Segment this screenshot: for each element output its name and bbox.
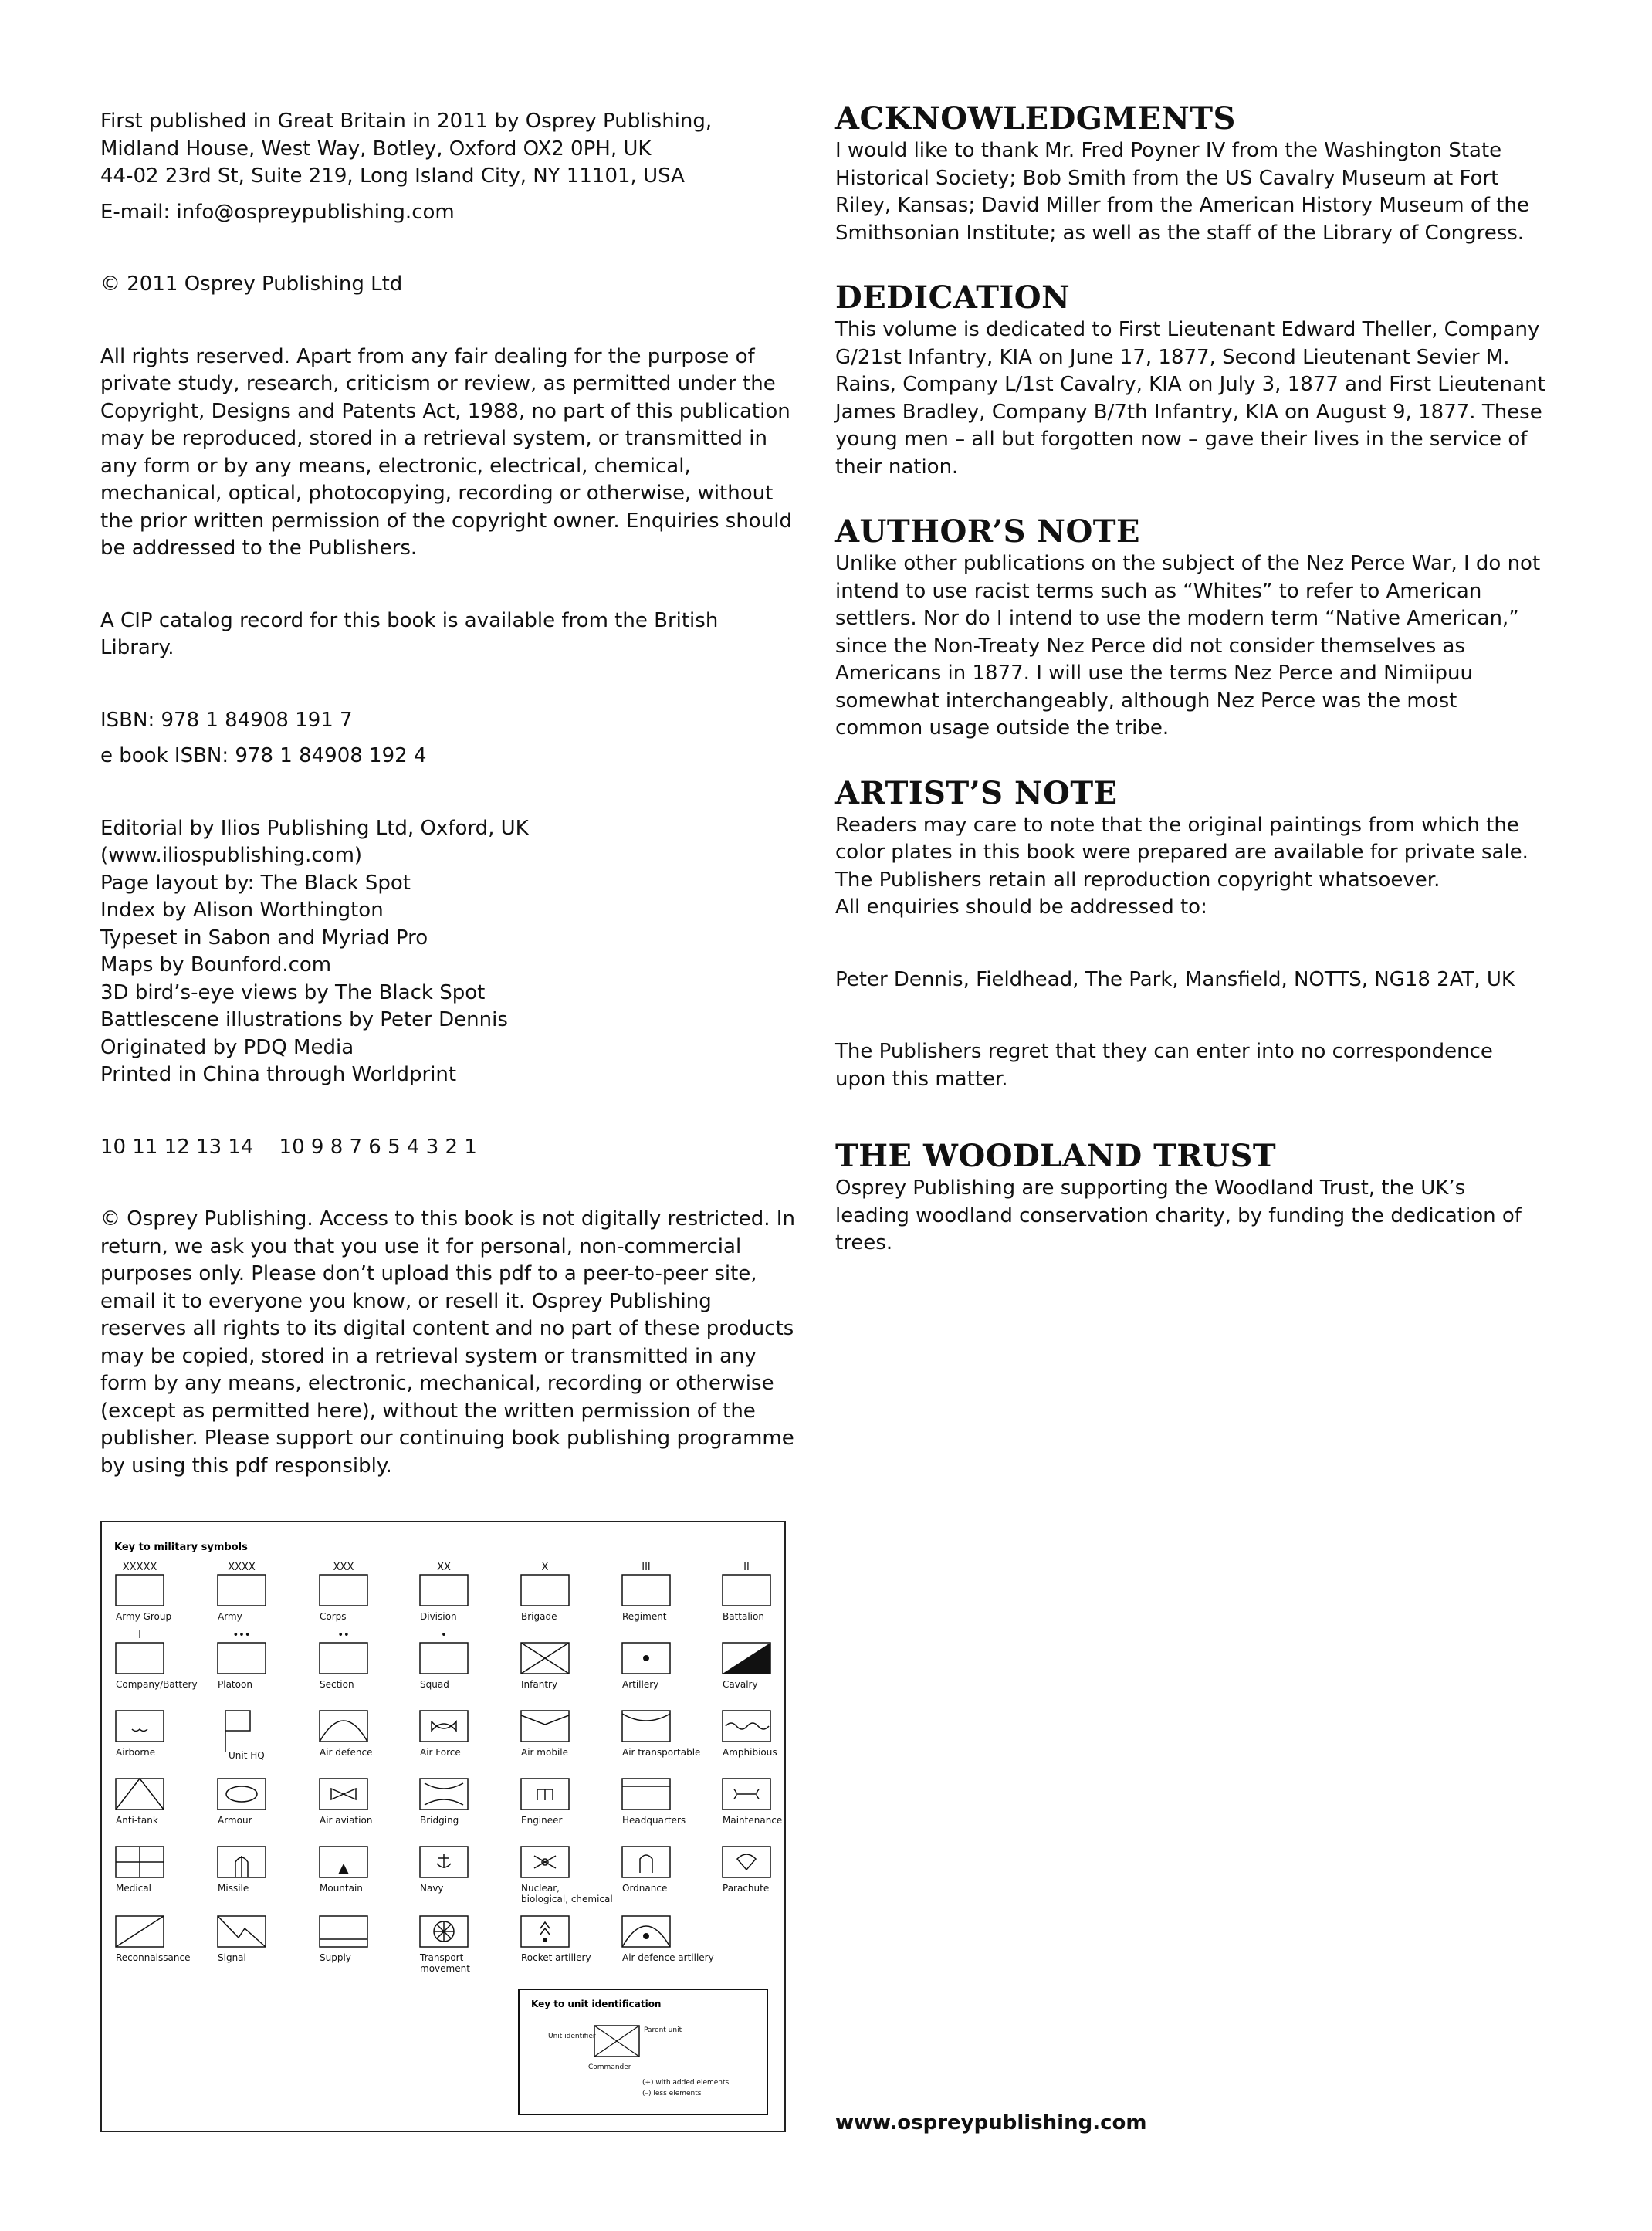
military-symbol-infantry xyxy=(521,1643,569,1690)
military-symbol-mountain xyxy=(320,1847,367,1894)
woodland-trust-heading: THE WOODLAND TRUST xyxy=(835,1138,1277,1174)
military-symbol-airtransportable xyxy=(622,1711,700,1758)
ebook-isbn: e book ISBN: 978 1 84908 192 4 xyxy=(100,744,427,767)
unit-identifier-label: Unit identifier xyxy=(548,2033,596,2040)
rights-notice: All rights reserved. Apart from any fair dealing for the purpose of private study, research, criticism or review, as permitted under the Copyright, Designs and Patents Act, 1988, no part of this publication may be reproduced, stored in a retrieval system, or transmitted in any form or by any means, electronic, electrical, chemical, mechanical, optical, photocopying, recording or otherwise, without the prior written permission of the copyright owner. Enquiries should be addressed to the Publishers. xyxy=(100,344,792,560)
symbol-label: Company/Battery xyxy=(116,1679,198,1690)
dedication-heading: DEDICATION xyxy=(835,279,1071,316)
military-symbol-engineer xyxy=(521,1779,569,1826)
symbol-label: Artillery xyxy=(622,1679,659,1690)
echelon-mark: III xyxy=(642,1562,651,1573)
symbol-label: Signal xyxy=(218,1952,246,1963)
echelon-mark: X xyxy=(541,1562,549,1573)
symbol-label: Engineer xyxy=(521,1815,563,1826)
military-symbol-aviation xyxy=(320,1779,372,1826)
military-symbol-box xyxy=(116,1562,171,1622)
dedication-body: This volume is dedicated to First Lieutenant Edward Theller, Company G/21st Infantry, KIA on June 17, 1877, Second Lieutenant Sevier M. Rains, Company L/1st Cavalry, KIA on July 3, 1877 and First Lieutenant James Bradley, Company B/7th Infantry, KIA on August 9, 1877. These young men – all but forgotten now – gave their lives in the service of their nation. xyxy=(835,318,1545,479)
symbol-label: Division xyxy=(420,1611,457,1622)
symbol-label: Mountain xyxy=(320,1883,363,1894)
artists-note-enquiries: All enquiries should be addressed to: xyxy=(835,895,1207,919)
military-symbol-rocket xyxy=(521,1916,591,1963)
symbol-label: Brigade xyxy=(521,1611,557,1622)
military-symbol-key xyxy=(100,1521,786,2132)
military-symbol-unithq xyxy=(225,1711,265,1761)
symbol-label: Air aviation xyxy=(320,1815,373,1826)
symbol-label: Army Group xyxy=(116,1611,172,1622)
publisher-address xyxy=(100,108,795,191)
publisher-regret: The Publishers regret that they can enter into no correspondence upon this matter. xyxy=(835,1040,1493,1091)
symbol-label: Maintenance xyxy=(723,1815,783,1826)
military-symbol-box xyxy=(420,1630,468,1690)
acknowledgments-section xyxy=(835,100,1545,247)
symbol-label: Air Force xyxy=(420,1747,461,1758)
authors-note-body: Unlike other publications on the subject of the Nez Perce War, I do not intend to use racist terms such as “Whites” to refer to American settlers. Nor do I intend to use the modern term “Native American,” since the Non-Treaty Nez Perce did not consider themselves as Americans in 1877. I will use the terms Nez Perce and Nimiipuu somewhat interchangeably, although Nez Perce was the most common usage outside the tribe. xyxy=(835,552,1541,740)
military-symbol-box xyxy=(116,1630,198,1690)
artists-note-body: Readers may care to note that the original paintings from which the color plates in this book were prepared are available for private sale. The Publishers retain all reproduction copyright whatsoever. xyxy=(835,813,1528,892)
isbn: ISBN: 978 1 84908 191 7 xyxy=(100,708,353,732)
symbol-label: Medical xyxy=(116,1883,151,1894)
military-symbol-box xyxy=(521,1562,569,1622)
symbol-label: Rocket artillery xyxy=(521,1952,591,1963)
symbol-label: Platoon xyxy=(218,1679,252,1690)
symbol-key-graphic xyxy=(102,1522,787,2134)
credit-line: Typeset in Sabon and Myriad Pro xyxy=(100,926,428,950)
symbol-label: Corps xyxy=(320,1611,347,1622)
digital-notice: © Osprey Publishing. Access to this book is not digitally restricted. In return, we ask you that you use it for personal, non-commercial purposes only. Please don’t upload this pdf to a peer-to-peer site, email it to everyone you know, or resell it. Osprey Publishing reserves all rights to its digital content and no part of these products may be copied, stored in a retrieval system or transmitted in any form by any means, electronic, mechanical, recording or otherwise (except as permitted here), without the written permission of the publisher. Please support our continuing book publishing programme by using this pdf responsibly. xyxy=(100,1207,795,1478)
printing-line: 10 11 12 13 14 10 9 8 7 6 5 4 3 2 1 xyxy=(100,1135,477,1159)
authors-note-section xyxy=(835,513,1545,743)
added-elements-note: (+) with added elements xyxy=(642,2079,730,2087)
acknowledgments-heading: ACKNOWLEDGMENTS xyxy=(835,100,1236,137)
military-symbol-antitank xyxy=(116,1779,164,1826)
artists-note-section xyxy=(835,775,1545,1094)
symbol-label: Squad xyxy=(420,1679,449,1690)
symbol-label: Air transportable xyxy=(622,1747,701,1758)
credit-line: 3D bird’s-eye views by The Black Spot xyxy=(100,980,486,1004)
commander-label: Commander xyxy=(588,2063,631,2071)
credit-line: Printed in China through Worldprint xyxy=(100,1063,457,1086)
military-symbol-airmobile xyxy=(521,1711,569,1758)
symbol-label: Regiment xyxy=(622,1611,667,1622)
symbol-label: Section xyxy=(320,1679,354,1690)
symbol-label: Anti-tank xyxy=(116,1815,158,1826)
military-symbol-nbc xyxy=(521,1847,613,1904)
credit-line: Index by Alison Worthington xyxy=(100,899,384,922)
echelon-mark: I xyxy=(138,1630,141,1641)
symbol-label: Unit HQ xyxy=(229,1750,265,1761)
production-credits xyxy=(100,815,795,1089)
military-symbol-signal xyxy=(218,1916,266,1963)
symbol-label: Air defence artillery xyxy=(622,1952,714,1963)
symbol-label: Ordnance xyxy=(622,1883,668,1894)
military-symbol-adartillery xyxy=(622,1916,714,1963)
symbol-label: Air defence xyxy=(320,1747,373,1758)
symbol-label: Airborne xyxy=(116,1747,156,1758)
copyright-line: © 2011 Osprey Publishing Ltd xyxy=(100,273,403,296)
symbol-label: Navy xyxy=(420,1883,444,1894)
acknowledgments-body: I would like to thank Mr. Fred Poyner IV from the Washington State Historical Society; Bob Smith from the US Cavalry Museum at Fort Riley, Kansas; David Miller from the American History Museum of the Smithsonian Institute; as well as the staff of the Library of Congress. xyxy=(835,139,1529,245)
address-line: Midland House, West Way, Botley, Oxford OX2 0PH, UK xyxy=(100,137,652,161)
military-symbol-cavalry xyxy=(723,1643,770,1690)
publisher-website-link[interactable]: www.ospreypublishing.com xyxy=(835,2111,1147,2135)
military-symbol-armour xyxy=(218,1779,266,1826)
symbol-label: Parachute xyxy=(723,1883,770,1894)
military-symbol-airborne xyxy=(116,1711,164,1758)
symbol-label: Battalion xyxy=(723,1611,764,1622)
artist-address: Peter Dennis, Fieldhead, The Park, Mansfield, NOTTS, NG18 2AT, UK xyxy=(835,967,1515,991)
imprint-column xyxy=(100,108,795,1480)
symbol-label: Infantry xyxy=(521,1679,558,1690)
credit-line: Battlescene illustrations by Peter Dennis xyxy=(100,1008,508,1031)
symbol-label: Armour xyxy=(218,1815,252,1826)
symbol-key-title: Key to military symbols xyxy=(114,1542,248,1553)
symbol-label: Transport movement xyxy=(420,1952,470,1974)
military-symbol-box xyxy=(622,1562,670,1622)
woodland-trust-section xyxy=(835,1138,1545,1258)
symbol-label: Cavalry xyxy=(723,1679,758,1690)
symbol-label: Supply xyxy=(320,1952,351,1963)
echelon-mark: XXXX xyxy=(228,1562,256,1573)
symbol-label: Amphibious xyxy=(723,1747,777,1758)
military-symbol-medical xyxy=(116,1847,164,1894)
less-elements-note: (–) less elements xyxy=(642,2090,702,2097)
echelon-mark: • xyxy=(441,1630,447,1641)
military-symbol-airforce xyxy=(420,1711,468,1758)
military-symbol-headquarters xyxy=(622,1779,686,1826)
cip-notice: A CIP catalog record for this book is available from the British Library. xyxy=(100,608,719,659)
unit-id-title: Key to unit identification xyxy=(531,1999,662,2009)
military-symbol-box xyxy=(218,1630,266,1690)
military-symbol-supply xyxy=(320,1916,367,1963)
symbol-label: Headquarters xyxy=(622,1815,686,1826)
symbol-label: Missile xyxy=(218,1883,249,1894)
address-line: 44-02 23rd St, Suite 219, Long Island City, NY 11101, USA xyxy=(100,164,685,188)
artists-note-heading: ARTIST’S NOTE xyxy=(835,774,1118,811)
military-symbol-ordnance xyxy=(622,1847,670,1894)
publisher-email: E-mail: info@ospreypublishing.com xyxy=(100,200,455,224)
credit-line: Page layout by: The Black Spot xyxy=(100,871,411,895)
military-symbol-box xyxy=(723,1562,770,1622)
symbol-label: Army xyxy=(218,1611,242,1622)
echelon-mark: XXX xyxy=(333,1562,354,1573)
military-symbol-artillery xyxy=(622,1643,670,1690)
woodland-trust-body: Osprey Publishing are supporting the Woodland Trust, the UK’s leading woodland conservation charity, by funding the dedication of trees. xyxy=(835,1176,1522,1254)
dedication-section xyxy=(835,279,1545,481)
military-symbol-recon xyxy=(116,1916,190,1963)
military-symbol-box xyxy=(320,1562,367,1622)
symbol-label: Bridging xyxy=(420,1815,459,1826)
credit-line: Editorial by Ilios Publishing Ltd, Oxford, UK (www.iliospublishing.com) xyxy=(100,816,529,867)
military-symbol-parachute xyxy=(723,1847,770,1894)
parent-unit-label: Parent unit xyxy=(644,2026,682,2034)
military-symbol-box xyxy=(218,1562,266,1622)
military-symbol-bridging xyxy=(420,1779,468,1826)
military-symbol-maintenance xyxy=(723,1779,782,1826)
echelon-mark: XXXXX xyxy=(122,1562,157,1573)
symbol-label: Nuclear, biological, chemical xyxy=(521,1883,613,1904)
military-symbol-box xyxy=(420,1562,468,1622)
symbol-label: Reconnaissance xyxy=(116,1952,191,1963)
military-symbol-missile xyxy=(218,1847,266,1894)
echelon-mark: ••• xyxy=(232,1630,251,1641)
credit-line: Originated by PDQ Media xyxy=(100,1035,354,1059)
military-symbol-amphibious xyxy=(723,1711,777,1758)
symbol-label: Air mobile xyxy=(521,1747,568,1758)
credit-line: Maps by Bounford.com xyxy=(100,953,332,977)
military-symbol-airdefence xyxy=(320,1711,372,1758)
unit-identification-key xyxy=(519,1989,767,2114)
military-symbol-navy xyxy=(420,1847,468,1894)
authors-note-heading: AUTHOR’S NOTE xyxy=(835,513,1141,550)
notes-column xyxy=(835,100,1545,1290)
echelon-mark: II xyxy=(743,1562,750,1573)
military-symbol-box xyxy=(320,1630,367,1690)
address-line: First published in Great Britain in 2011 by Osprey Publishing, xyxy=(100,110,713,133)
echelon-mark: XX xyxy=(437,1562,451,1573)
military-symbol-transport xyxy=(419,1916,470,1974)
echelon-mark: •• xyxy=(337,1630,350,1641)
